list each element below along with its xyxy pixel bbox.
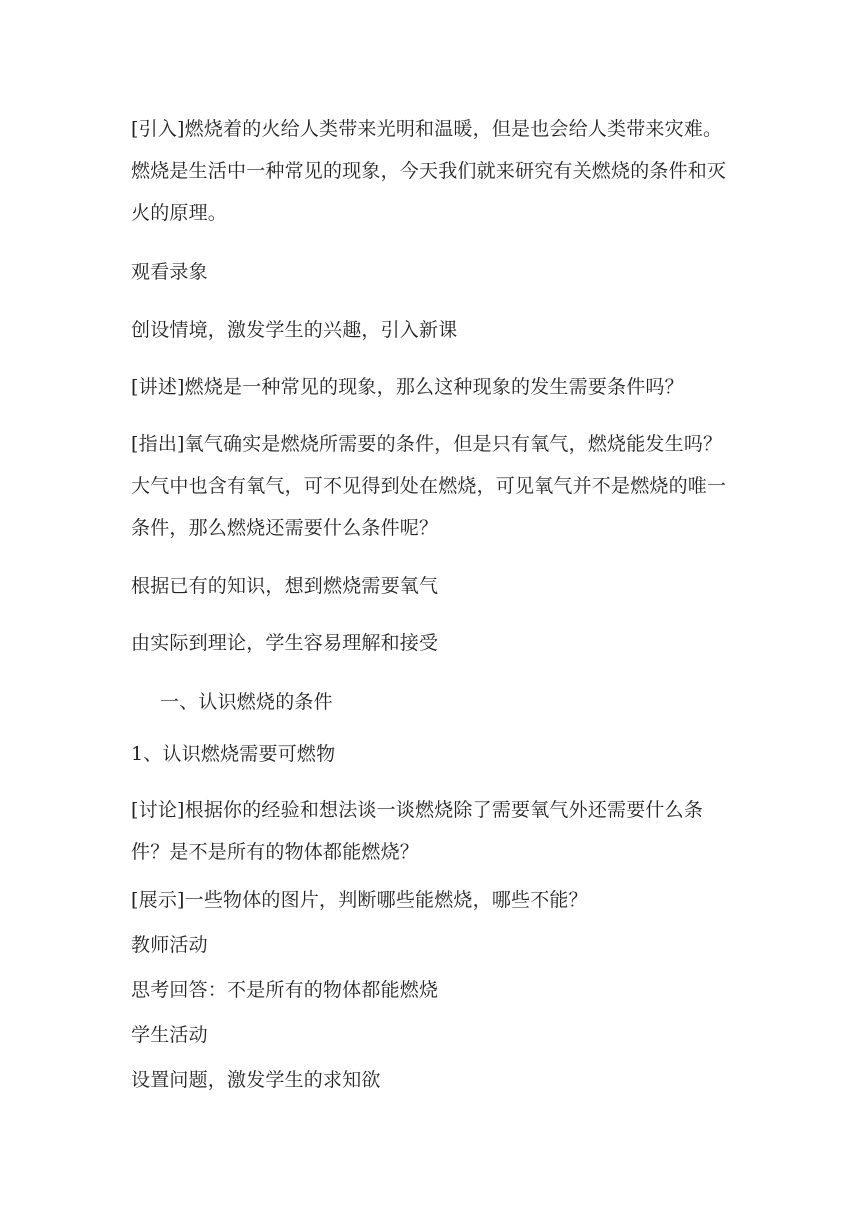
watch-video-text: 观看录象 (131, 261, 208, 283)
create-scenario-text: 创设情境，激发学生的兴趣，引入新课 (131, 319, 458, 341)
set-question-text: 设置问题，激发学生的求知欲 (131, 1069, 381, 1091)
think-answer-text: 思考回答：不是所有的物体都能燃烧 (131, 979, 439, 1001)
practice-to-theory-text: 由实际到理论，学生容易理解和接受 (131, 632, 439, 654)
intro-paragraph: [引入]燃烧着的火给人类带来光明和温暖，但是也会给人类带来灾难。燃烧是生活中一种常见的现象，今天我们就来研究有关燃烧的条件和灭火的原理。 (131, 118, 727, 224)
lecture-question-paragraph: [讲述]燃烧是一种常见的现象，那么这种现象的发生需要条件吗？ (131, 376, 684, 398)
teacher-activity-label: 教师活动 (131, 934, 208, 956)
student-activity-label: 学生活动 (131, 1024, 208, 1046)
oxygen-condition-paragraph: [指出]氧气确实是燃烧所需要的条件，但是只有氧气，燃烧能发生吗？大气中也含有氧气，可不见得到处在燃烧，可见氧气并不是燃烧的唯一条件，那么燃烧还需要什么条件呢？ (131, 433, 727, 539)
prior-knowledge-text: 根据已有的知识，想到燃烧需要氧气 (131, 575, 439, 597)
section-heading-combustion-conditions: 一、认识燃烧的条件 (160, 691, 333, 713)
subheading-combustibles: 1、认识燃烧需要可燃物 (131, 743, 336, 765)
display-images-text: [展示]一些物体的图片，判断哪些能燃烧，哪些不能？ (131, 889, 588, 911)
discussion-paragraph: [讨论]根据你的经验和想法谈一谈燃烧除了需要氧气外还需要什么条件？是不是所有的物体都能燃烧？ (131, 799, 704, 863)
